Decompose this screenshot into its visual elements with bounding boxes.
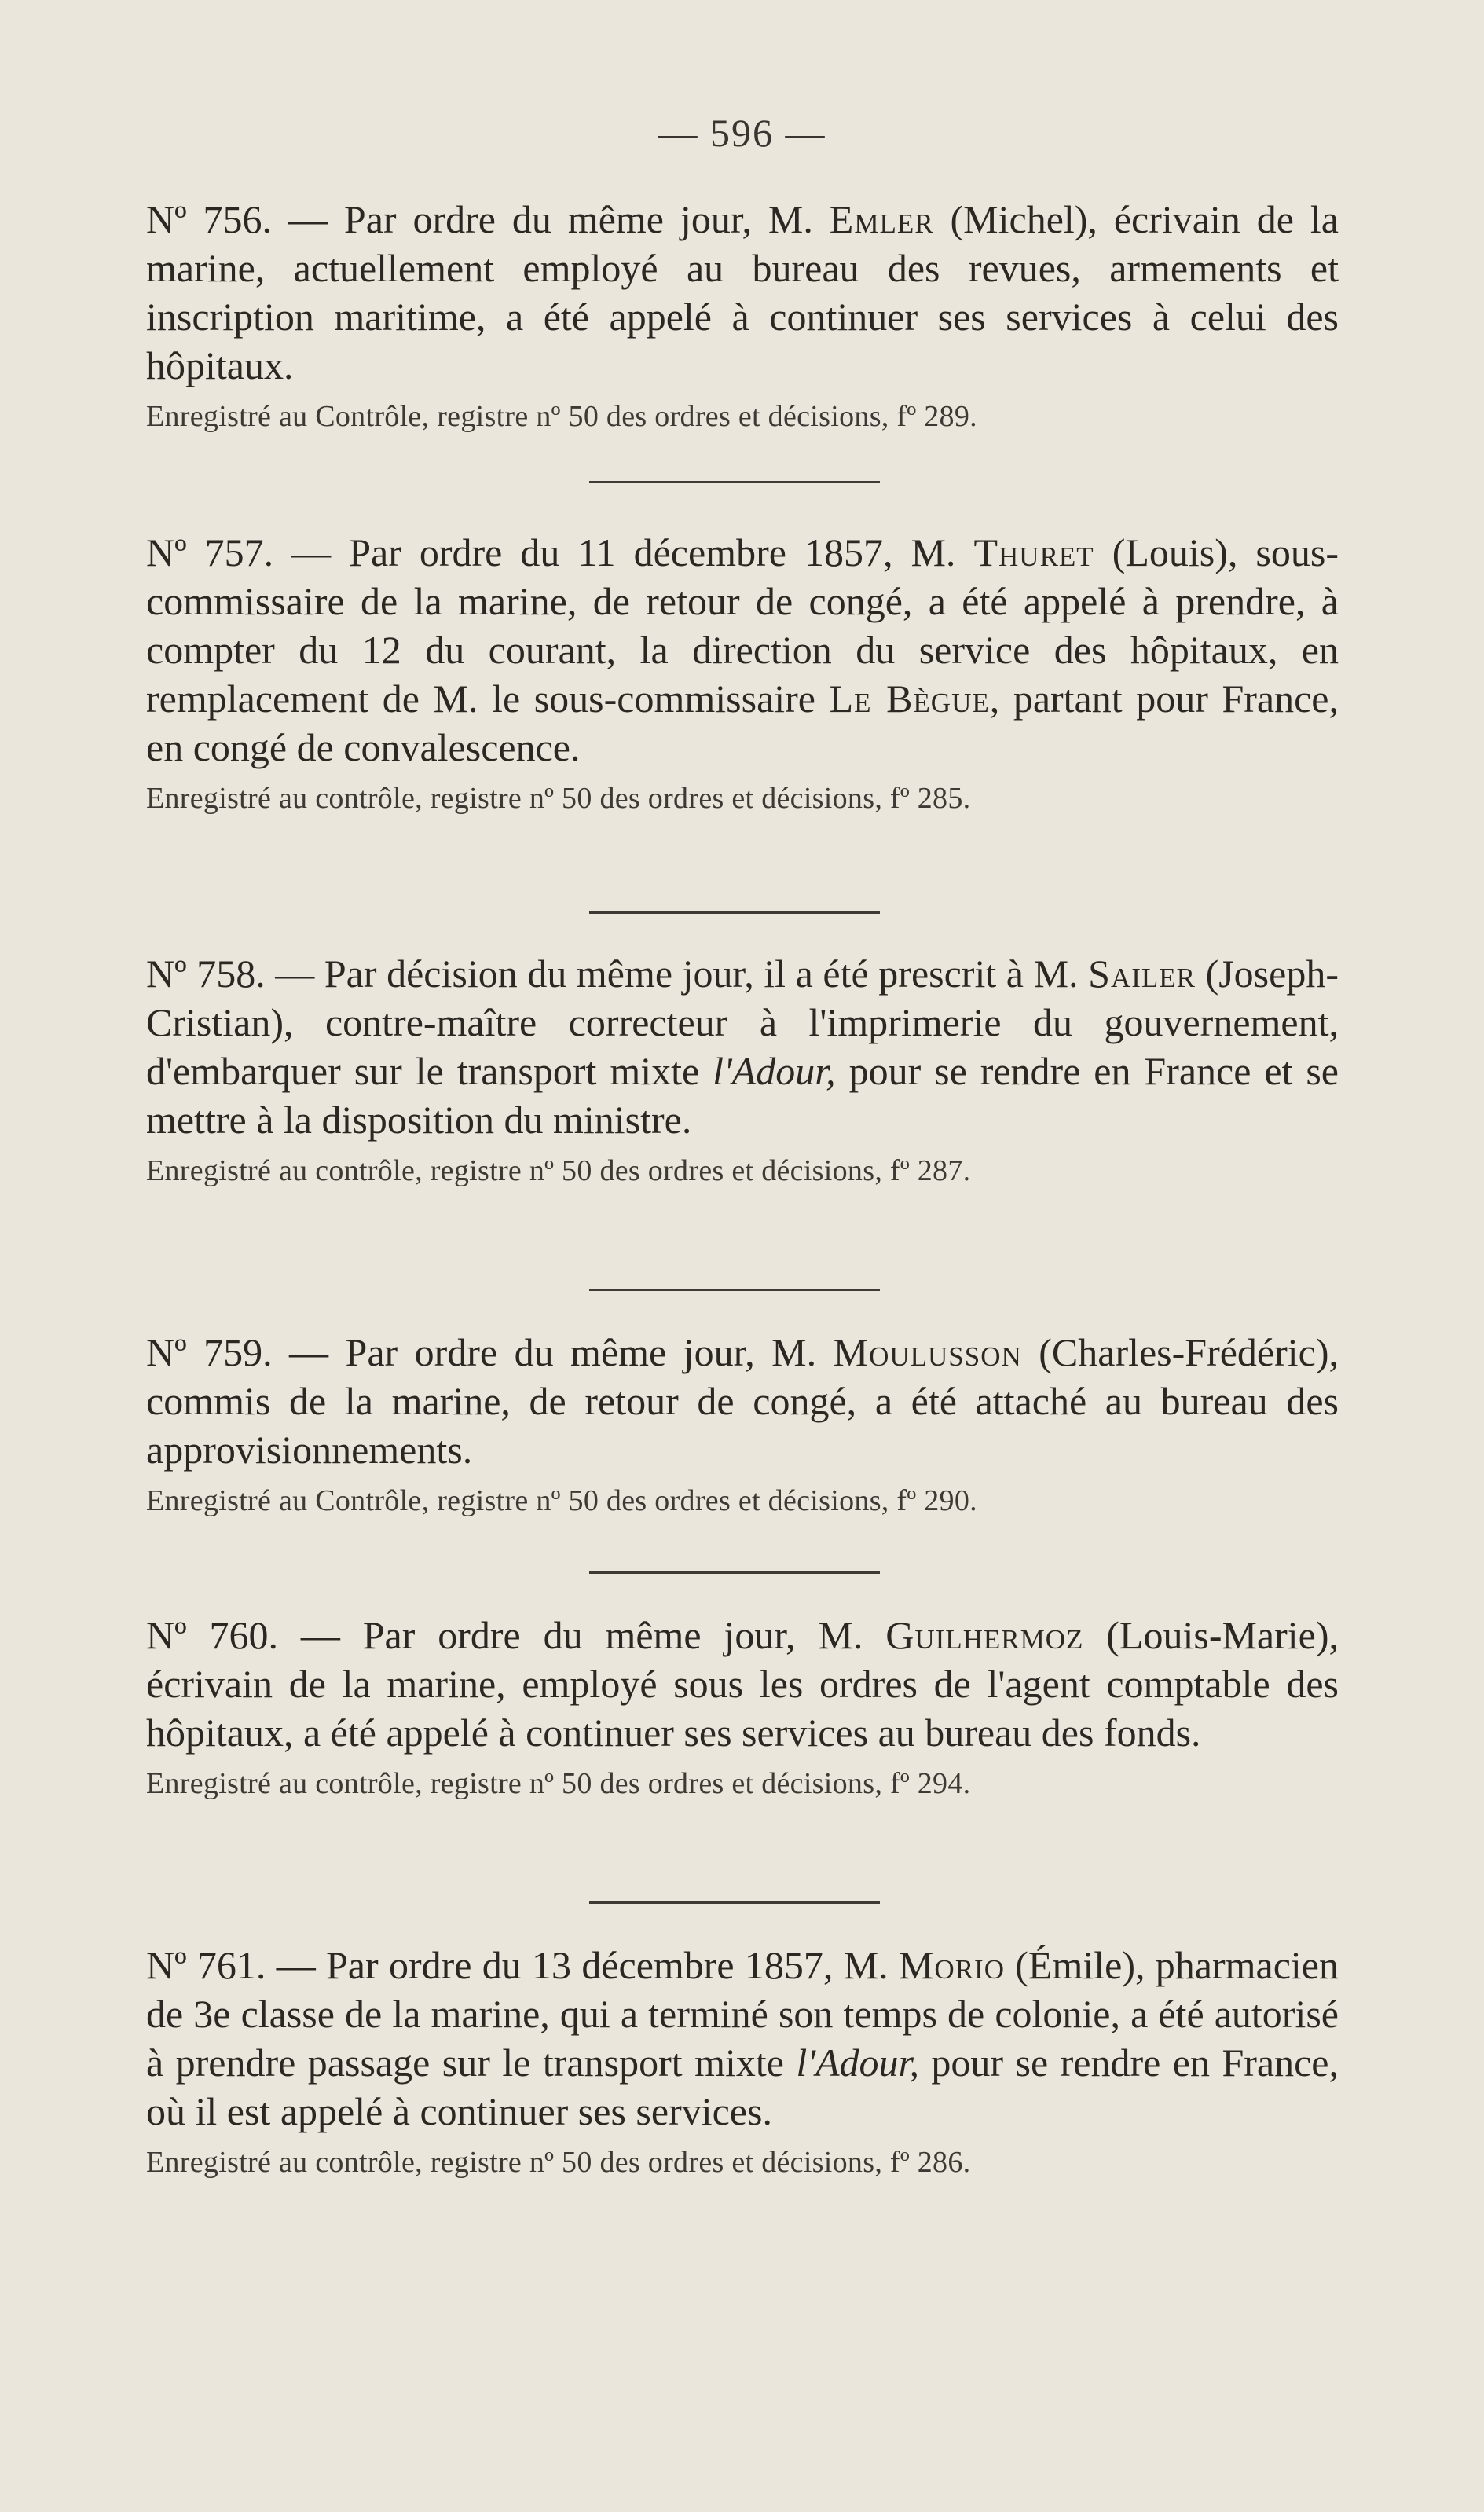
entry-body: Nº 756. — Par ordre du même jour, M. Emler (Michel), écrivain de la marine, actuellement employé au bureau des revues, armements et inscription maritime, a été appelé à continuer ses services à celui des hôpitaux. (146, 197, 1339, 387)
ship-name: l'Adour, (713, 1049, 836, 1093)
registry-note: Enregistré au contrôle, registre nº 50 des ordres et décisions, fº 287. (146, 1154, 971, 1187)
person-name: Sailer (1088, 952, 1196, 996)
person-name: Emler (829, 197, 934, 241)
person-name: Guilhermoz (885, 1613, 1084, 1657)
entry-number: Nº 756. (146, 197, 273, 241)
registry-note: Enregistré au contrôle, registre nº 50 des ordres et décisions, fº 286. (146, 2146, 971, 2179)
entry-761 (146, 1941, 1339, 2181)
entry-body: Nº 760. — Par ordre du même jour, M. Guilhermoz (Louis-Marie), écrivain de la marine, employé sous les ordres de l'agent comptable des hôpitaux, a été appelé à continuer ses services au bureau des fonds. (146, 1613, 1339, 1755)
entry-number: Nº 758. (146, 952, 266, 996)
registry-note: Enregistré au contrôle, registre nº 50 des ordres et décisions, fº 294. (146, 1767, 971, 1800)
entry-760 (146, 1611, 1339, 1802)
separator-rule (589, 1901, 880, 1904)
entry-number: Nº 760. (146, 1613, 278, 1657)
entry-body: Nº 758. — Par décision du même jour, il a été prescrit à M. Sailer (Joseph-Cristian), contre-maître correcteur à l'imprimerie du gouvernement, d'embarquer sur le transport mixte l'Adour, pour se rendre en France et se mettre à la disposition du ministre. (146, 952, 1339, 1142)
separator-rule (589, 481, 880, 483)
ship-name: l'Adour, (796, 2041, 919, 2085)
entry-number: Nº 757. (146, 530, 274, 574)
entry-number: Nº 759. (146, 1330, 273, 1374)
entry-body: Nº 757. — Par ordre du 11 décembre 1857, M. Thuret (Louis), sous-commissaire de la marine, de retour de congé, a été appelé à prendre, à compter du 12 du courant, la direction du service des hôpitaux, en remplacement de M. le sous-commissaire Le Bègue, partant pour France, en congé de convalescence. (146, 530, 1339, 769)
separator-rule (589, 1571, 880, 1574)
page-number: — 596 — (658, 111, 826, 155)
registry-note: Enregistré au contrôle, registre nº 50 des ordres et décisions, fº 285. (146, 782, 971, 815)
entry-758 (146, 949, 1339, 1190)
registry-note: Enregistré au Contrôle, registre nº 50 des ordres et décisions, fº 289. (146, 400, 977, 433)
entry-body: Nº 761. — Par ordre du 13 décembre 1857, M. Morio (Émile), pharmacien de 3e classe de la marine, qui a terminé son temps de colonie, a été autorisé à prendre passage sur le transport mixte l'Adour, pour se rendre en France, où il est appelé à continuer ses services. (146, 1943, 1339, 2133)
entry-756 (146, 195, 1339, 435)
entry-number: Nº 761. (146, 1943, 266, 1987)
separator-rule (589, 1289, 880, 1291)
registry-note: Enregistré au Contrôle, registre nº 50 des ordres et décisions, fº 290. (146, 1484, 977, 1517)
separator-rule (589, 911, 880, 914)
person-name: Moulusson (833, 1330, 1022, 1374)
person-name: Thuret (973, 530, 1094, 574)
person-name: Le Bègue (829, 677, 990, 721)
entry-body: Nº 759. — Par ordre du même jour, M. Moulusson (Charles-Frédéric), commis de la marine, de retour de congé, a été attaché au bureau des approvisionnements. (146, 1330, 1339, 1472)
person-name: Morio (898, 1943, 1005, 1987)
entry-757 (146, 528, 1339, 817)
entry-759 (146, 1328, 1339, 1520)
